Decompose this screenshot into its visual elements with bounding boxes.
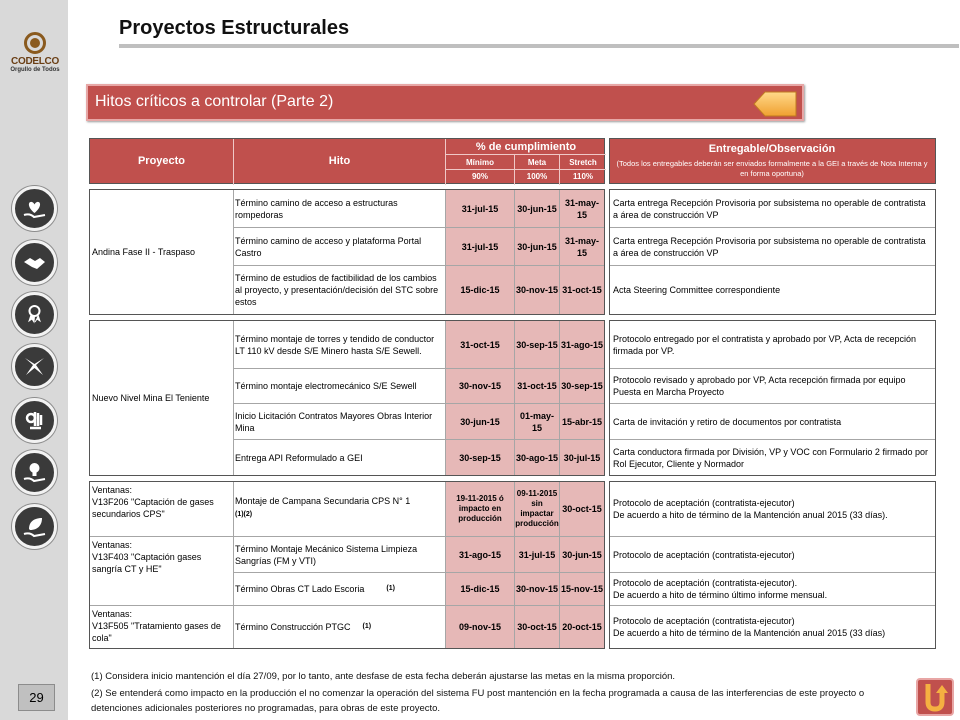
table-header — [89, 138, 605, 184]
title-divider — [119, 44, 959, 48]
page-number: 29 — [18, 684, 55, 711]
footnote-ref: (1)(2) — [235, 511, 253, 518]
meta-cell: 31-jul-15 — [518, 549, 556, 560]
entregable-cell: Carta entrega Recepción Provisoria por subsistema no operable de contratista a área de construcción VP — [613, 197, 926, 220]
stretch-cell: 15-nov-15 — [560, 584, 604, 594]
stretch-cell: 30-sep-15 — [561, 381, 603, 391]
page-title: Proyectos Estructurales — [119, 17, 350, 39]
hito-cell: Término de estudios de factibilidad de los cambios al proyecto, y presentación/decisión del STC sobre estos — [235, 273, 439, 307]
meta-cell: 30-sep-15 — [516, 339, 558, 350]
stretch-cell: 31-oct-15 — [562, 285, 602, 295]
minimo-cell: 30-sep-15 — [459, 452, 501, 463]
meta-cell: 01-may-15 — [519, 410, 555, 433]
sidebar — [0, 0, 68, 720]
table-header-entregable — [609, 138, 936, 184]
entregable-cell: Protocolo de aceptación (contratista-ejecutor) De acuerdo a hito de término de la Mantención anual 2015 (33 días). — [613, 498, 888, 520]
header-stretch-pct: 110% — [572, 172, 594, 181]
proyecto-cell: Ventanas: V13F403 "Captación gases sangría CT y HE" — [92, 540, 202, 574]
stretch-cell: 30-oct-15 — [562, 504, 602, 514]
header-minimo-pct: 90% — [471, 172, 488, 181]
hito-cell: Término Obras CT Lado Escoria — [235, 584, 365, 594]
ok-hand-icon[interactable] — [12, 398, 57, 443]
hito-cell: Término camino de acceso a estructuras rompedoras — [235, 197, 398, 220]
codelco-emblem-icon — [24, 32, 46, 54]
hito-cell: Montaje de Campana Secundaria CPS N° 1 — [235, 496, 411, 506]
stretch-cell: 31-may-15 — [564, 197, 600, 220]
minimo-cell: 31-jul-15 — [461, 241, 499, 252]
proyecto-cell: Andina Fase II - Traspaso — [92, 247, 196, 257]
logo-name: CODELCO — [11, 56, 59, 67]
footnote-ref: (1) — [386, 585, 395, 592]
hito-cell: Término Construcción PTGC — [235, 622, 351, 632]
header-entregable: Entregable/Observación — [708, 142, 836, 155]
entregable-cell: Protocolo de aceptación (contratista-ejecutor) — [613, 549, 795, 560]
group-andina — [89, 189, 605, 315]
hito-cell: Término montaje electromecánico S/E Sewell — [235, 381, 417, 391]
group-ventanas — [89, 481, 605, 649]
minimo-cell: 31-oct-15 — [460, 339, 500, 350]
group-ventanas-entregable — [609, 481, 936, 649]
stretch-cell: 20-oct-15 — [562, 622, 602, 632]
meta-cell: 30-jun-15 — [517, 241, 557, 252]
entregable-cell: Protocolo entregado por el contratista y aprobado por VP, Acta de recepción firmada por VP. — [613, 333, 917, 356]
leaf-hand-icon[interactable] — [12, 504, 57, 549]
header-meta-pct: 100% — [526, 172, 548, 181]
meta-cell: 30-jun-15 — [517, 203, 557, 214]
footnote-2-cont: detenciones adicionales posteriores no programadas, para obras de este proyecto. — [91, 703, 441, 714]
hito-cell: Entrega API Reformulado a GEI — [235, 452, 363, 463]
meta-cell: 30-nov-15 — [515, 285, 559, 295]
hito-cell: Término Montaje Mecánico Sistema Limpieza Sangrías (FM y VTI) — [235, 543, 418, 566]
meta-cell: 30-ago-15 — [515, 452, 559, 463]
header-hito: Hito — [328, 155, 351, 167]
proyecto-cell: Ventanas: V13F206 "Captación de gases secundarios CPS" — [92, 485, 214, 519]
return-button[interactable] — [916, 678, 954, 716]
header-entregable-note: (Todos los entregables deberán ser enviados formalmente a la GEI a través de Nota Interna y en forma oportuna) — [616, 159, 928, 178]
group-andina-entregable — [609, 189, 936, 315]
hito-cell: Inicio Licitación Contratos Mayores Obras Interior Mina — [235, 410, 433, 433]
header-minimo: Mínimo — [466, 157, 494, 167]
stretch-cell: 30-jun-15 — [562, 549, 602, 560]
meta-cell: 30-oct-15 — [517, 622, 557, 632]
logo-tagline: Orgullo de Todos — [10, 67, 60, 73]
stretch-cell: 31-may-15 — [564, 235, 600, 258]
proyecto-cell: Ventanas: V13F505 "Tratamiento gases de cola" — [92, 609, 221, 643]
heart-hand-icon[interactable] — [12, 186, 57, 231]
group-nuevo-nivel — [89, 320, 605, 476]
minimo-cell: 09-nov-15 — [458, 622, 502, 632]
minimo-cell: 15-dic-15 — [460, 584, 500, 594]
meta-cell: 30-nov-15 — [515, 584, 559, 594]
entregable-cell: Carta conductora firmada por División, VP y VOC con Formulario 2 firmado por Rol Ejecutor, Cliente y Normador — [613, 446, 928, 469]
handshake-icon[interactable] — [12, 240, 57, 285]
minimo-cell: 31-jul-15 — [461, 203, 499, 214]
minimo-cell: 15-dic-15 — [460, 285, 500, 295]
section-banner — [86, 84, 804, 121]
minimo-cell: 19-11-2015 ó impacto en producción — [456, 494, 504, 523]
stretch-cell: 31-ago-15 — [560, 339, 604, 350]
back-arrow-icon[interactable] — [753, 91, 797, 117]
group-nuevo-nivel-entregable — [609, 320, 936, 476]
stretch-cell: 15-abr-15 — [561, 416, 603, 427]
hito-cell: Término camino de acceso y plataforma Portal Castro — [235, 235, 422, 258]
codelco-logo — [4, 32, 66, 82]
proyecto-cell: Nuevo Nivel Mina El Teniente — [92, 393, 210, 403]
entregable-cell: Carta de invitación y retiro de documentos por contratista — [613, 416, 842, 427]
meta-cell: 09-11-2015 sin impactar producción — [515, 489, 559, 528]
entregable-cell: Protocolo de aceptación (contratista-ejecutor) De acuerdo a hito de término de la Mantención anual 2015 (33 días) — [613, 616, 886, 638]
minimo-cell: 30-jun-15 — [460, 416, 500, 427]
dove-icon[interactable] — [12, 344, 57, 389]
header-stretch: Stretch — [569, 157, 597, 167]
banner-title: Hitos críticos a controlar (Parte 2) — [95, 93, 334, 110]
hito-cell: Término montaje de torres y tendido de conductor LT 110 kV desde S/E Minero hasta S/E Sewell. — [235, 333, 435, 356]
header-cumplimiento: % de cumplimiento — [475, 140, 577, 153]
footnote-1: (1) Considera inicio mantención el día 27/09, por lo tanto, ante desfase de esta fecha deberán ajustarse las metas en la misma proporción. — [91, 671, 676, 682]
meta-cell: 31-oct-15 — [517, 381, 557, 391]
entregable-cell: Carta entrega Recepción Provisoria por subsistema no operable de contratista a área de construcción VP — [613, 235, 926, 258]
minimo-cell: 30-nov-15 — [458, 381, 502, 391]
entregable-cell: Acta Steering Committee correspondiente — [613, 285, 781, 295]
footnote-2: (2) Se entenderá como impacto en la producción el no comenzar la operación del sistema FU post mantención en la fecha programada a causa de las interferencias de este proyecto o — [91, 688, 865, 699]
entregable-cell: Protocolo revisado y aprobado por VP, Acta recepción firmada por equipo Puesta en Marcha Proyecto — [613, 375, 906, 397]
header-meta: Meta — [527, 157, 547, 167]
header-proyecto: Proyecto — [137, 155, 186, 167]
award-hand-icon[interactable] — [12, 292, 57, 337]
entregable-cell: Protocolo de aceptación (contratista-ejecutor). De acuerdo a hito de término último informe mensual. — [613, 578, 828, 600]
footnote-ref: (1) — [362, 623, 372, 630]
stretch-cell: 30-jul-15 — [563, 452, 601, 463]
lightbulb-hand-icon[interactable] — [12, 450, 57, 495]
u-turn-arrow-icon — [918, 680, 952, 714]
minimo-cell: 31-ago-15 — [458, 549, 502, 560]
